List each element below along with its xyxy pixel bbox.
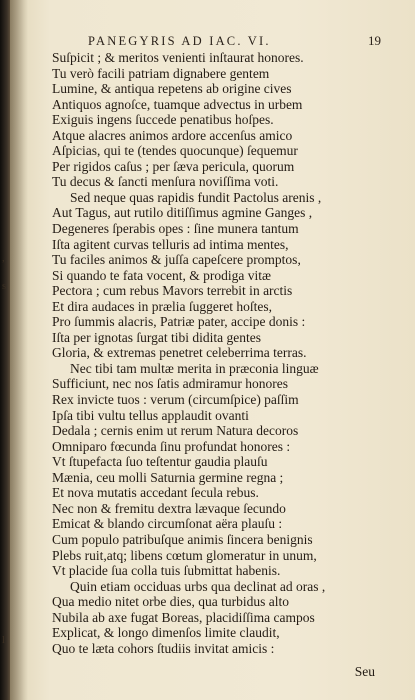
book-page (10, 0, 415, 700)
verse-line: Rex invicte tuos : verum (circumſpice) paſſim (52, 392, 299, 408)
verse-line: Dedala ; cernis enim ut rerum Natura decoros (52, 423, 299, 439)
margin-mark: s (2, 280, 7, 292)
verse-line: Nec non & fremitu dextra lævaque ſecundo (52, 500, 286, 516)
catchword: Seu (354, 664, 375, 679)
verse-line: Nec tibi tam multæ merita in præconia linguæ (70, 360, 319, 376)
verse-line: Si quando te fata vocent, & prodiga vitæ (52, 267, 271, 283)
verse-line: Tu faciles animos & juſſa capeſcere promptos, (52, 252, 301, 268)
verse-line: Tu decus & ſancti menſura noviſſima voti. (52, 174, 279, 190)
verse-line: Pectora ; cum rebus Mavors terrebit in arctis (52, 283, 293, 299)
verse-line: Quo te læta cohors ſtudiis invitat amicis : (52, 640, 275, 656)
verse-line: Explicat, & longo dimenſos limite claudit, (52, 625, 280, 641)
verse-line: Mænia, ceu molli Saturnia germine regna ; (52, 469, 284, 485)
verse-line: Et nova mutatis accedant ſecula rebus. (52, 485, 259, 501)
verse-line: Pro ſummis alacris, Patriæ pater, accipe donis : (52, 314, 306, 330)
verse-line: Aſpicias, qui te (tendes quocunque) ſequemur (52, 143, 298, 159)
verse-line: Sufficiunt, nec nos ſatis admiramur honores (52, 376, 288, 392)
verse-line: Suſpicit ; & meritos venienti inſtaurat honores. (52, 50, 304, 65)
gutter-shadow (10, 0, 28, 700)
verse-line: Per rigidos caſus ; per ſæva pericula, quorum (52, 158, 295, 174)
verse-line: Gloria, & extremas penetret celeberrima terras. (52, 345, 307, 361)
margin-mark: l (2, 634, 6, 646)
verse-line: Degeneres ſperabis opes : ſine munera tantum (52, 221, 299, 237)
verse-line: Sed neque quas rapidis fundit Pactolus arenis , (70, 189, 322, 205)
verse-line: Tu verò facili patriam dignabere gentem (52, 65, 270, 81)
verse-line: Quin etiam occiduas urbs qua declinat ad oras , (70, 578, 326, 594)
verse-line: Et dira audaces in prælia ſuggeret hoſtes, (52, 298, 273, 314)
previous-page-edge (0, 0, 10, 700)
verse-line: Emicat & blando circumſonat aëra plauſu : (52, 516, 283, 532)
verse-line: Ipſa tibi vultu tellus applaudit ovanti (52, 407, 249, 423)
verse-line: Iſta agitent curvas telluris ad intima mentes, (52, 236, 289, 252)
verse-line: Aut Tagus, aut rutilo ditiſſimus agmine Ganges , (52, 205, 313, 221)
verse-line: Cum populo patribuſque animis ſincera benignis (52, 531, 313, 547)
margin-mark: , (2, 252, 5, 264)
verse-line: Lumine, & antiqua repetens ab origine cives (52, 81, 292, 97)
running-head: PANEGYRIS AD IAC. VI. (88, 34, 271, 48)
verse-text (52, 50, 392, 656)
verse-line: Exiguis ingens ſuccede penatibus hoſpes. (52, 112, 274, 128)
verse-line: Vt placide ſua colla tuis ſubmittat habenis. (52, 563, 281, 579)
page-number: 19 (368, 33, 381, 48)
verse-line: Antiquos agnoſce, tuamque advectus in urbem (52, 96, 303, 112)
verse-line: Plebs ruit,atq; libens cœtum glomeratur in unum, (52, 547, 317, 563)
verse-line: Omniparo fœcunda ſinu profundat honores : (52, 438, 291, 454)
verse-line: Vt ſtupefacta ſuo teſtentur gaudia plauſu (52, 454, 268, 470)
verse-line: Qua medio nitet orbe dies, qua turbidus alto (52, 594, 289, 610)
verse-line: Atque alacres animos ardore accenſus amico (52, 127, 293, 143)
verse-line: Nubila ab axe fugat Boreas, placidiſſima campos (52, 609, 315, 625)
verse-line: Iſta per ignotas ſurgat tibi didita gentes (52, 329, 261, 345)
